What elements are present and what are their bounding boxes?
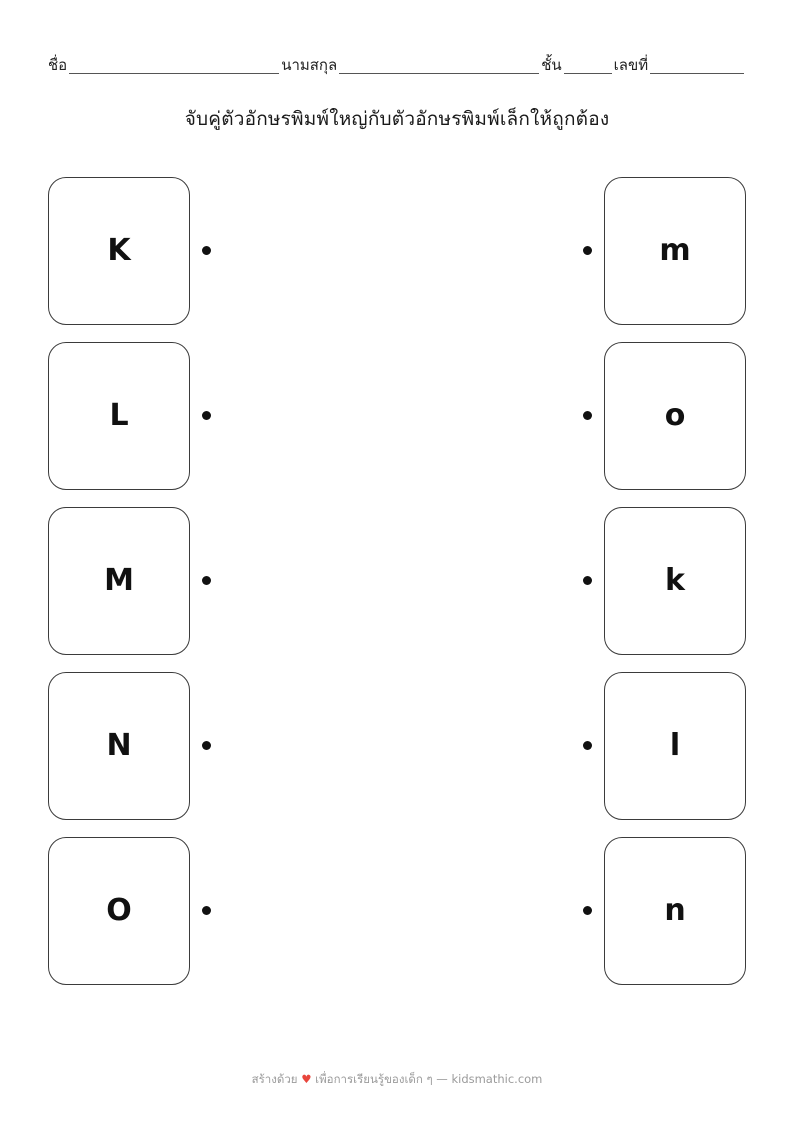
- left-item: [48, 837, 223, 985]
- surname-write-line: [339, 59, 539, 74]
- name-label: ชื่อ: [48, 56, 68, 74]
- class-label: ชั้น: [541, 56, 562, 74]
- right-connector-dot[interactable]: [583, 741, 592, 750]
- left-item: [48, 507, 223, 655]
- right-connector-dot[interactable]: [583, 246, 592, 255]
- right-item: [571, 507, 746, 655]
- match-row: [0, 498, 794, 663]
- right-item: [571, 177, 746, 325]
- worksheet-title: จับคู่ตัวอักษรพิมพ์ใหญ่กับตัวอักษรพิมพ์เล็กให้ถูกต้อง: [184, 108, 610, 130]
- left-connector-dot[interactable]: [202, 411, 211, 420]
- left-connector-dot[interactable]: [202, 246, 211, 255]
- left-connector-dot[interactable]: [202, 741, 211, 750]
- matching-exercise: [0, 168, 794, 993]
- left-item: [48, 672, 223, 820]
- right-item: [571, 837, 746, 985]
- right-item: [571, 672, 746, 820]
- lowercase-card[interactable]: o: [604, 342, 746, 490]
- uppercase-card[interactable]: L: [48, 342, 190, 490]
- lowercase-card[interactable]: m: [604, 177, 746, 325]
- uppercase-card[interactable]: O: [48, 837, 190, 985]
- footer-prefix: สร้างด้วย: [251, 1072, 302, 1086]
- lowercase-card[interactable]: l: [604, 672, 746, 820]
- right-connector-dot[interactable]: [583, 906, 592, 915]
- right-connector-dot[interactable]: [583, 411, 592, 420]
- left-connector-dot[interactable]: [202, 906, 211, 915]
- left-item: [48, 342, 223, 490]
- uppercase-card[interactable]: M: [48, 507, 190, 655]
- student-info-row: [48, 58, 746, 74]
- match-row: [0, 168, 794, 333]
- uppercase-card[interactable]: K: [48, 177, 190, 325]
- number-label: เลขที่: [613, 56, 649, 74]
- heart-icon: ♥: [301, 1072, 312, 1086]
- lowercase-card[interactable]: k: [604, 507, 746, 655]
- left-item: [48, 177, 223, 325]
- match-row: [0, 333, 794, 498]
- class-write-line: [564, 59, 612, 74]
- right-connector-dot[interactable]: [583, 576, 592, 585]
- match-row: [0, 663, 794, 828]
- lowercase-card[interactable]: n: [604, 837, 746, 985]
- left-connector-dot[interactable]: [202, 576, 211, 585]
- right-item: [571, 342, 746, 490]
- number-write-line: [650, 59, 744, 74]
- footer-suffix: เพื่อการเรียนรู้ของเด็ก ๆ — kidsmathic.com: [311, 1072, 543, 1086]
- name-write-line: [69, 59, 279, 74]
- surname-label: นามสกุล: [281, 56, 338, 74]
- footer-credit: [0, 1071, 794, 1089]
- uppercase-card[interactable]: N: [48, 672, 190, 820]
- match-row: [0, 828, 794, 993]
